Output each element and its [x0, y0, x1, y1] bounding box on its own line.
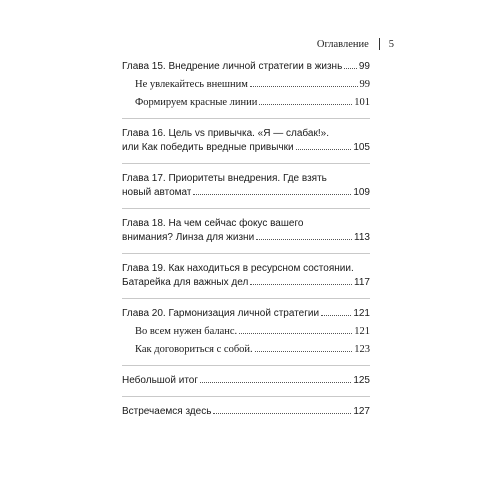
toc-entry-ch16[interactable] [122, 141, 370, 155]
dot-leader [344, 68, 357, 69]
toc-entry-ch15[interactable] [122, 60, 370, 74]
dot-leader [296, 149, 352, 150]
toc-subentry[interactable] [122, 343, 370, 357]
toc-entry-title-line1[interactable]: Глава 17. Приоритеты внедрения. Где взять [122, 173, 327, 184]
toc-entry-title-line2: или Как победить вредные привычки [122, 142, 294, 153]
dot-leader [213, 413, 351, 414]
dot-leader [250, 86, 358, 87]
dot-leader [200, 382, 351, 383]
toc-entry-title-line1[interactable]: Глава 18. На чем сейчас фокус вашего [122, 218, 304, 229]
toc-entry-ch19[interactable] [122, 276, 370, 290]
toc-entry-page: 121 [353, 308, 370, 319]
running-header [317, 38, 394, 50]
toc-subentry-page: 101 [354, 97, 370, 108]
toc-entry-title: Небольшой итог [122, 375, 198, 386]
toc-subentry-page: 121 [354, 326, 370, 337]
dot-leader [239, 333, 352, 334]
toc-entry-title: Встречаемся здесь [122, 406, 212, 417]
toc-block-ch17 [122, 172, 370, 209]
toc-entry-page: 99 [358, 61, 370, 72]
toc-subentry-title: Формируем красные линии [135, 97, 258, 108]
toc-subentry[interactable] [122, 325, 370, 339]
page-number: 5 [388, 38, 394, 50]
dot-leader [256, 239, 352, 240]
table-of-contents [122, 60, 370, 435]
toc-block-summary [122, 374, 370, 397]
toc-entry-title-line2: новый автомат [122, 187, 192, 198]
toc-entry-page: 125 [353, 375, 370, 386]
dot-leader [255, 351, 353, 352]
toc-entry-title-line1[interactable]: Глава 16. Цель vs привычка. «Я — слабак!». [122, 128, 329, 139]
toc-entry-title: Глава 20. Гармонизация личной стратегии [122, 308, 320, 319]
dot-leader [250, 284, 352, 285]
toc-subentry[interactable] [122, 78, 370, 92]
toc-subentry-title: Как договориться с собой. [135, 344, 253, 355]
toc-entry-page: 105 [353, 142, 370, 153]
toc-entry-page: 117 [354, 277, 370, 288]
toc-entry-title-line2: Батарейка для важных дел [122, 277, 249, 288]
toc-entry-title: Глава 15. Внедрение личной стратегии в жизнь [122, 61, 343, 72]
toc-block-ch18 [122, 217, 370, 254]
toc-entry-ch17[interactable] [122, 186, 370, 200]
toc-entry-page: 127 [353, 406, 370, 417]
running-header-title: Оглавление [316, 38, 369, 50]
dot-leader [259, 104, 352, 105]
toc-entry-meet[interactable] [122, 405, 370, 419]
toc-block-ch19 [122, 262, 370, 299]
toc-subentry-title: Не увлекайтесь внешним [135, 79, 248, 90]
toc-entry-page: 113 [354, 232, 370, 243]
toc-entry-ch18[interactable] [122, 231, 370, 245]
toc-entry-title-line2: внимания? Линза для жизни [122, 232, 255, 243]
toc-subentry-title: Во всем нужен баланс. [135, 326, 238, 337]
toc-block-ch16 [122, 127, 370, 164]
toc-subentry-page: 123 [354, 344, 370, 355]
toc-entry-title-line1[interactable]: Глава 19. Как находиться в ресурсном состоянии. [122, 263, 354, 274]
toc-subentry[interactable] [122, 96, 370, 110]
toc-block-meet [122, 405, 370, 427]
dot-leader [321, 315, 351, 316]
dot-leader [193, 194, 351, 195]
toc-entry-page: 109 [353, 187, 370, 198]
header-divider [379, 38, 380, 50]
toc-entry-summary[interactable] [122, 374, 370, 388]
toc-subentry-page: 99 [359, 79, 370, 90]
toc-block-ch15 [122, 60, 370, 119]
toc-block-ch20 [122, 307, 370, 366]
toc-entry-ch20[interactable] [122, 307, 370, 321]
